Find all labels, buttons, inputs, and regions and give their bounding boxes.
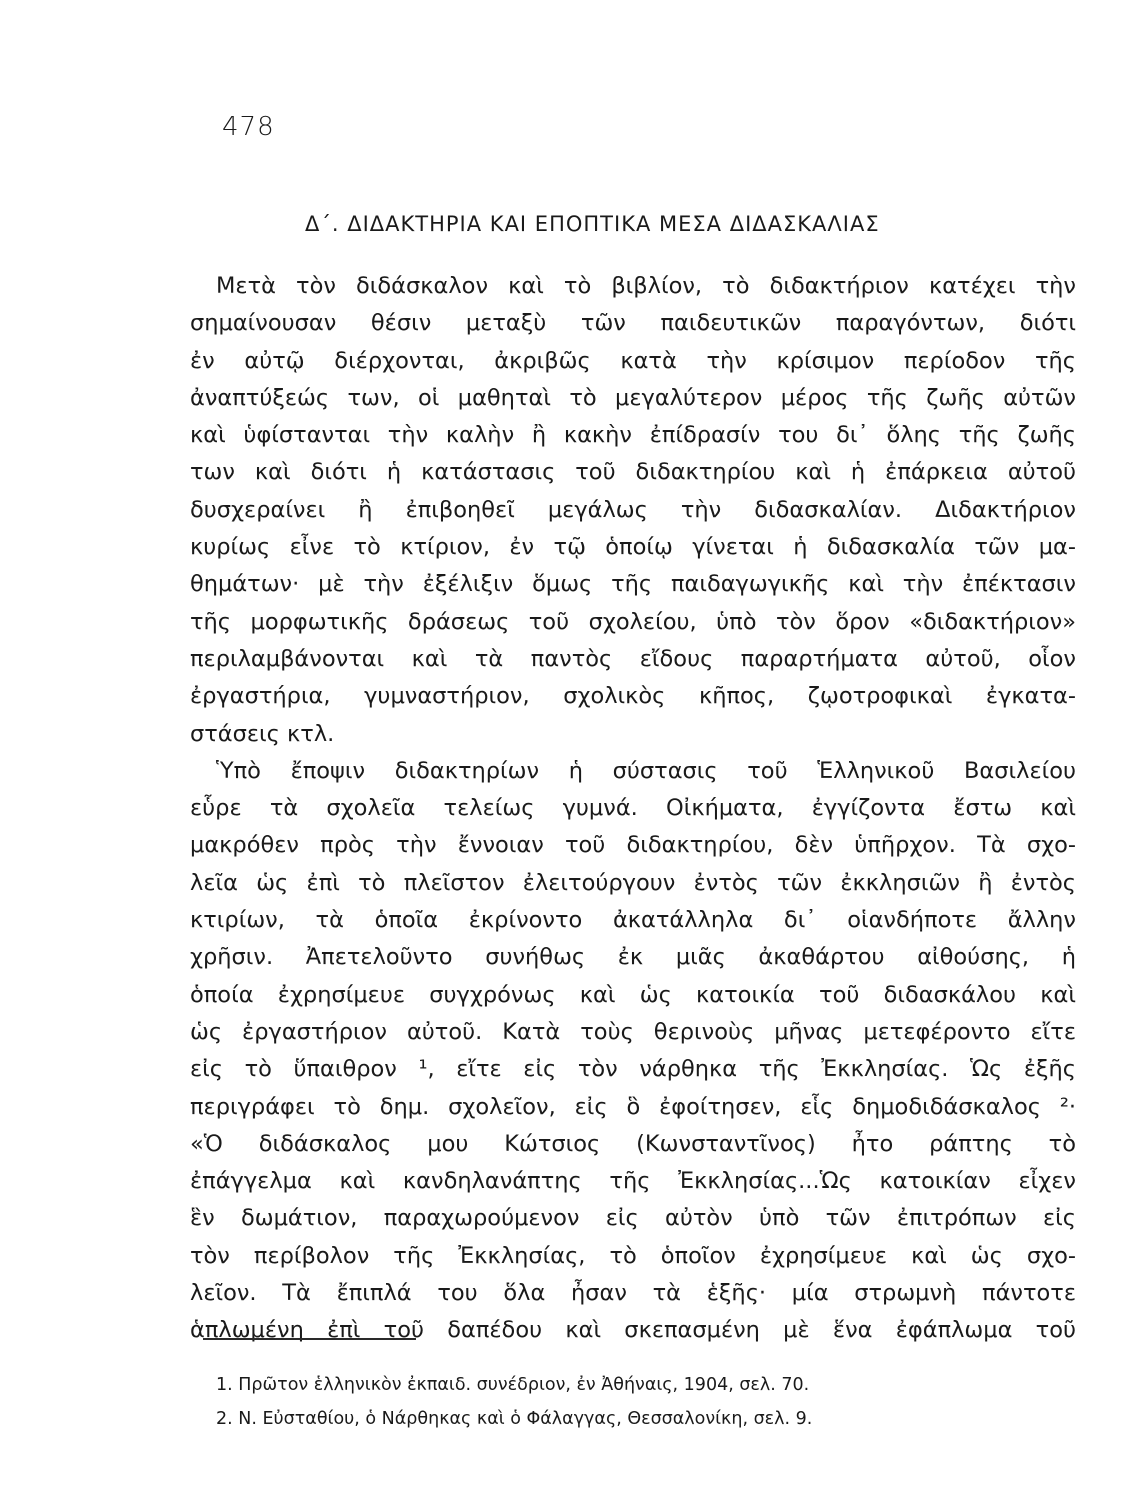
text-line: ὡς ἐργαστήριον αὐτοῦ. Κατὰ τοὺς θερινοὺς μῆνας μετεφέροντο εἴτε: [190, 1018, 1076, 1045]
text-line: δυσχεραίνει ἢ ἐπιβοηθεῖ μεγάλως τὴν διδασκαλίαν. Διδακτήριον: [190, 496, 1076, 523]
text-line: λεῖον. Τὰ ἔπιπλά του ὅλα ἦσαν τὰ ἑξῆς· μία στρωμνὴ πάντοτε: [190, 1280, 1076, 1307]
text-line: περιγράφει τὸ δημ. σχολεῖον, εἰς ὃ ἐφοίτησεν, εἷς δημοδιδάσκαλος ²·: [190, 1093, 1076, 1120]
text-line: μακρόθεν πρὸς τὴν ἔννοιαν τοῦ διδακτηρίου, δὲν ὑπῆρχον. Τὰ σχο-: [190, 832, 1076, 859]
text-line: Μετὰ τὸν διδάσκαλον καὶ τὸ βιβλίον, τὸ διδακτήριον κατέχει τὴν: [216, 273, 1076, 299]
text-line: ἐν αὐτῷ διέρχονται, ἀκριβῶς κατὰ τὴν κρίσιμον περίοδον τῆς: [190, 347, 1076, 374]
text-line: θημάτων· μὲ τὴν ἐξέλιξιν ὅμως τῆς παιδαγωγικῆς καὶ τὴν ἐπέκτασιν: [190, 571, 1076, 598]
text-line: καὶ ὑφίστανται τὴν καλὴν ἢ κακὴν ἐπίδρασίν του δι᾽ ὅλης τῆς ζωῆς: [190, 422, 1076, 449]
text-line: κυρίως εἶνε τὸ κτίριον, ἐν τῷ ὁποίῳ γίνεται ἡ διδασκαλία τῶν μα-: [190, 534, 1076, 561]
text-line: περιλαμβάνονται καὶ τὰ παντὸς εἴδους παραρτήματα αὐτοῦ, οἷον: [190, 645, 1076, 672]
footnote-1: 1. Πρῶτον ἑλληνικὸν ἐκπαιδ. συνέδριον, ἐν Ἀθήναις, 1904, σελ. 70.: [216, 1375, 810, 1395]
text-line: ἐργαστήρια, γυμναστήριον, σχολικὸς κῆπος, ζῳοτροφικαὶ ἐγκατα-: [190, 683, 1076, 710]
footnotes: [216, 1368, 996, 1436]
page-number: 478: [222, 112, 275, 142]
body-text: [190, 268, 1076, 1350]
text-line: τὸν περίβολον τῆς Ἐκκλησίας, τὸ ὁποῖον ἐχρησίμευε καὶ ὡς σχο-: [190, 1242, 1076, 1269]
text-line: ἐπάγγελμα καὶ κανδηλανάπτης τῆς Ἐκκλησίας...Ὡς κατοικίαν εἶχεν: [190, 1168, 1076, 1195]
text-line: ὁποία ἐχρησίμευε συγχρόνως καὶ ὡς κατοικία τοῦ διδασκάλου καὶ: [190, 981, 1076, 1008]
text-line: εὗρε τὰ σχολεῖα τελείως γυμνά. Οἰκήματα, ἐγγίζοντα ἔστω καὶ: [190, 795, 1076, 822]
text-line: λεῖα ὡς ἐπὶ τὸ πλεῖστον ἐλειτούργουν ἐντὸς τῶν ἐκκλησιῶν ἢ ἐντὸς: [190, 869, 1076, 896]
text-line: κτιρίων, τὰ ὁποῖα ἐκρίνοντο ἀκατάλληλα δι᾽ οἱανδήποτε ἄλλην: [190, 907, 1076, 934]
text-line: ἓν δωμάτιον, παραχωρούμενον εἰς αὐτὸν ὑπὸ τῶν ἐπιτρόπων εἰς: [190, 1205, 1076, 1232]
text-line: χρῆσιν. Ἀπετελοῦντο συνήθως ἐκ μιᾶς ἀκαθάρτου αἰθούσης, ἡ: [190, 944, 1076, 971]
text-line: «Ὁ διδάσκαλος μου Κώτσιος (Κωνσταντῖνος) ἦτο ράπτης τὸ: [190, 1130, 1076, 1157]
text-line: τῆς μορφωτικῆς δράσεως τοῦ σχολείου, ὑπὸ τὸν ὅρον «διδακτήριον»: [190, 608, 1076, 635]
footnote-2: 2. Ν. Εὐσταθίου, ὁ Νάρθηκας καὶ ὁ Φάλαγγας, Θεσσαλονίκη, σελ. 9.: [216, 1409, 813, 1429]
text-line: ἀναπτύξεώς των, οἱ μαθηταὶ τὸ μεγαλύτερον μέρος τῆς ζωῆς αὐτῶν: [190, 384, 1076, 411]
footnote-divider: [203, 1338, 416, 1340]
text-line: Ὑπὸ ἔποψιν διδακτηρίων ἡ σύστασις τοῦ Ἑλληνικοῦ Βασιλείου: [216, 757, 1076, 784]
text-line: ἁπλωμένη ἐπὶ τοῦ δαπέδου καὶ σκεπασμένη μὲ ἕνα ἐφάπλωμα τοῦ: [190, 1317, 1076, 1344]
section-heading: Δ΄. ΔΙΔΑΚΤΗΡΙΑ ΚΑΙ ΕΠΟΠΤΙΚΑ ΜΕΣΑ ΔΙΔΑΣΚΑΛΙΑΣ: [305, 212, 880, 236]
text-line: εἰς τὸ ὕπαιθρον ¹, εἴτε εἰς τὸν νάρθηκα τῆς Ἐκκλησίας. Ὡς ἐξῆς: [190, 1056, 1076, 1083]
text-line: στάσεις κτλ.: [190, 720, 335, 747]
text-line: των καὶ διότι ἡ κατάστασις τοῦ διδακτηρίου καὶ ἡ ἐπάρκεια αὐτοῦ: [190, 459, 1076, 486]
text-line: σημαίνουσαν θέσιν μεταξὺ τῶν παιδευτικῶν παραγόντων, διότι: [190, 310, 1076, 337]
